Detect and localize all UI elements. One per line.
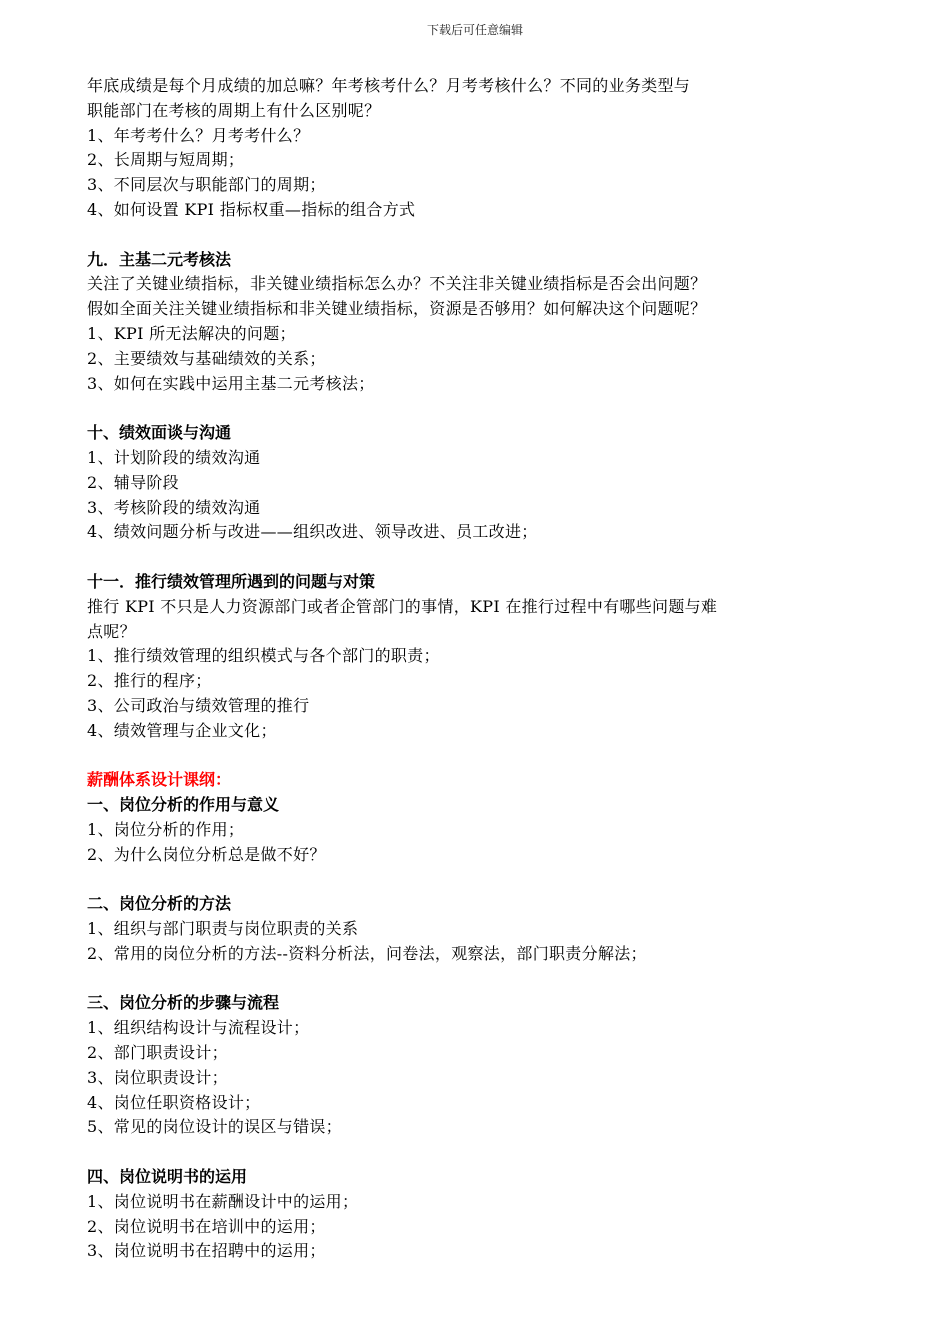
section-heading: 二、岗位分析的方法 <box>87 894 232 914</box>
text-line: 2、部门职责设计； <box>87 1043 228 1063</box>
section-heading: 一、岗位分析的作用与意义 <box>87 795 280 815</box>
text-line: 点呢？ <box>87 621 136 641</box>
paragraph-spacer <box>87 744 877 769</box>
section-heading: 十一．推行绩效管理所遇到的问题与对策 <box>87 571 376 591</box>
paragraph-spacer <box>87 396 877 421</box>
paragraph-spacer <box>87 545 877 570</box>
paragraph-spacer <box>87 223 877 248</box>
text-line: 职能部门在考核的周期上有什么区别呢？ <box>87 100 381 120</box>
text-line: 1、KPI 所无法解决的问题； <box>87 323 296 343</box>
section-heading: 四、岗位说明书的运用 <box>87 1167 248 1187</box>
course-outline-title: 薪酬体系设计课纲： <box>87 770 232 790</box>
text-line: 2、为什么岗位分析总是做不好？ <box>87 844 326 864</box>
section-heading: 十、绩效面谈与沟通 <box>87 423 232 443</box>
text-line: 2、推行的程序； <box>87 671 212 691</box>
text-line: 4、绩效管理与企业文化； <box>87 720 277 740</box>
text-line: 4、绩效问题分析与改进——组织改进、领导改进、员工改进； <box>87 522 538 542</box>
text-line: 1、组织与部门职责与岗位职责的关系 <box>87 919 359 939</box>
text-line: 3、不同层次与职能部门的周期； <box>87 175 326 195</box>
text-line: 5、常见的岗位设计的误区与错误； <box>87 1117 342 1137</box>
text-line: 3、公司政治与绩效管理的推行 <box>87 695 310 715</box>
text-line: 1、年考考什么？月考考什么？ <box>87 125 310 145</box>
text-line: 假如全面关注关键业绩指标和非关键业绩指标，资源是否够用？如何解决这个问题呢？ <box>87 299 707 319</box>
text-line: 1、计划阶段的绩效沟通 <box>87 447 261 467</box>
text-line: 4、如何设置 KPI 指标权重—指标的组合方式 <box>87 199 416 219</box>
text-line: 2、岗位说明书在培训中的运用； <box>87 1216 326 1236</box>
text-line: 2、常用的岗位分析的方法--资料分析法，问卷法，观察法，部门职责分解法； <box>87 943 647 963</box>
text-line: 1、组织结构设计与流程设计； <box>87 1018 310 1038</box>
text-line: 3、如何在实践中运用主基二元考核法； <box>87 373 375 393</box>
text-line: 年底成绩是每个月成绩的加总嘛？年考核考什么？月考考核什么？不同的业务类型与 <box>87 76 691 95</box>
section-heading: 三、岗位分析的步骤与流程 <box>87 993 280 1013</box>
section-heading: 九．主基二元考核法 <box>87 249 232 269</box>
paragraph-spacer <box>87 868 877 893</box>
text-line: 1、岗位说明书在薪酬设计中的运用； <box>87 1191 359 1211</box>
text-line: 2、长周期与短周期； <box>87 150 245 170</box>
paragraph-spacer <box>87 1140 877 1165</box>
text-line: 4、岗位任职资格设计； <box>87 1092 261 1112</box>
paragraph-spacer <box>87 967 877 992</box>
text-line: 1、推行绩效管理的组织模式与各个部门的职责； <box>87 646 440 666</box>
text-line: 3、岗位说明书在招聘中的运用； <box>87 1241 326 1261</box>
text-line: 关注了关键业绩指标，非关键业绩指标怎么办？不关注非关键业绩指标是否会出问题？ <box>87 274 707 294</box>
text-line: 3、考核阶段的绩效沟通 <box>87 497 261 517</box>
text-line: 推行 KPI 不只是人力资源部门或者企管部门的事情，KPI 在推行过程中有哪些问题与难 <box>87 596 718 616</box>
text-line: 1、岗位分析的作用； <box>87 819 245 839</box>
document-body <box>87 74 877 1264</box>
text-line: 2、主要绩效与基础绩效的关系； <box>87 348 326 368</box>
text-line: 2、辅导阶段 <box>87 472 179 492</box>
page-header-note: 下载后可任意编辑 <box>426 23 523 37</box>
text-line: 3、岗位职责设计； <box>87 1067 228 1087</box>
